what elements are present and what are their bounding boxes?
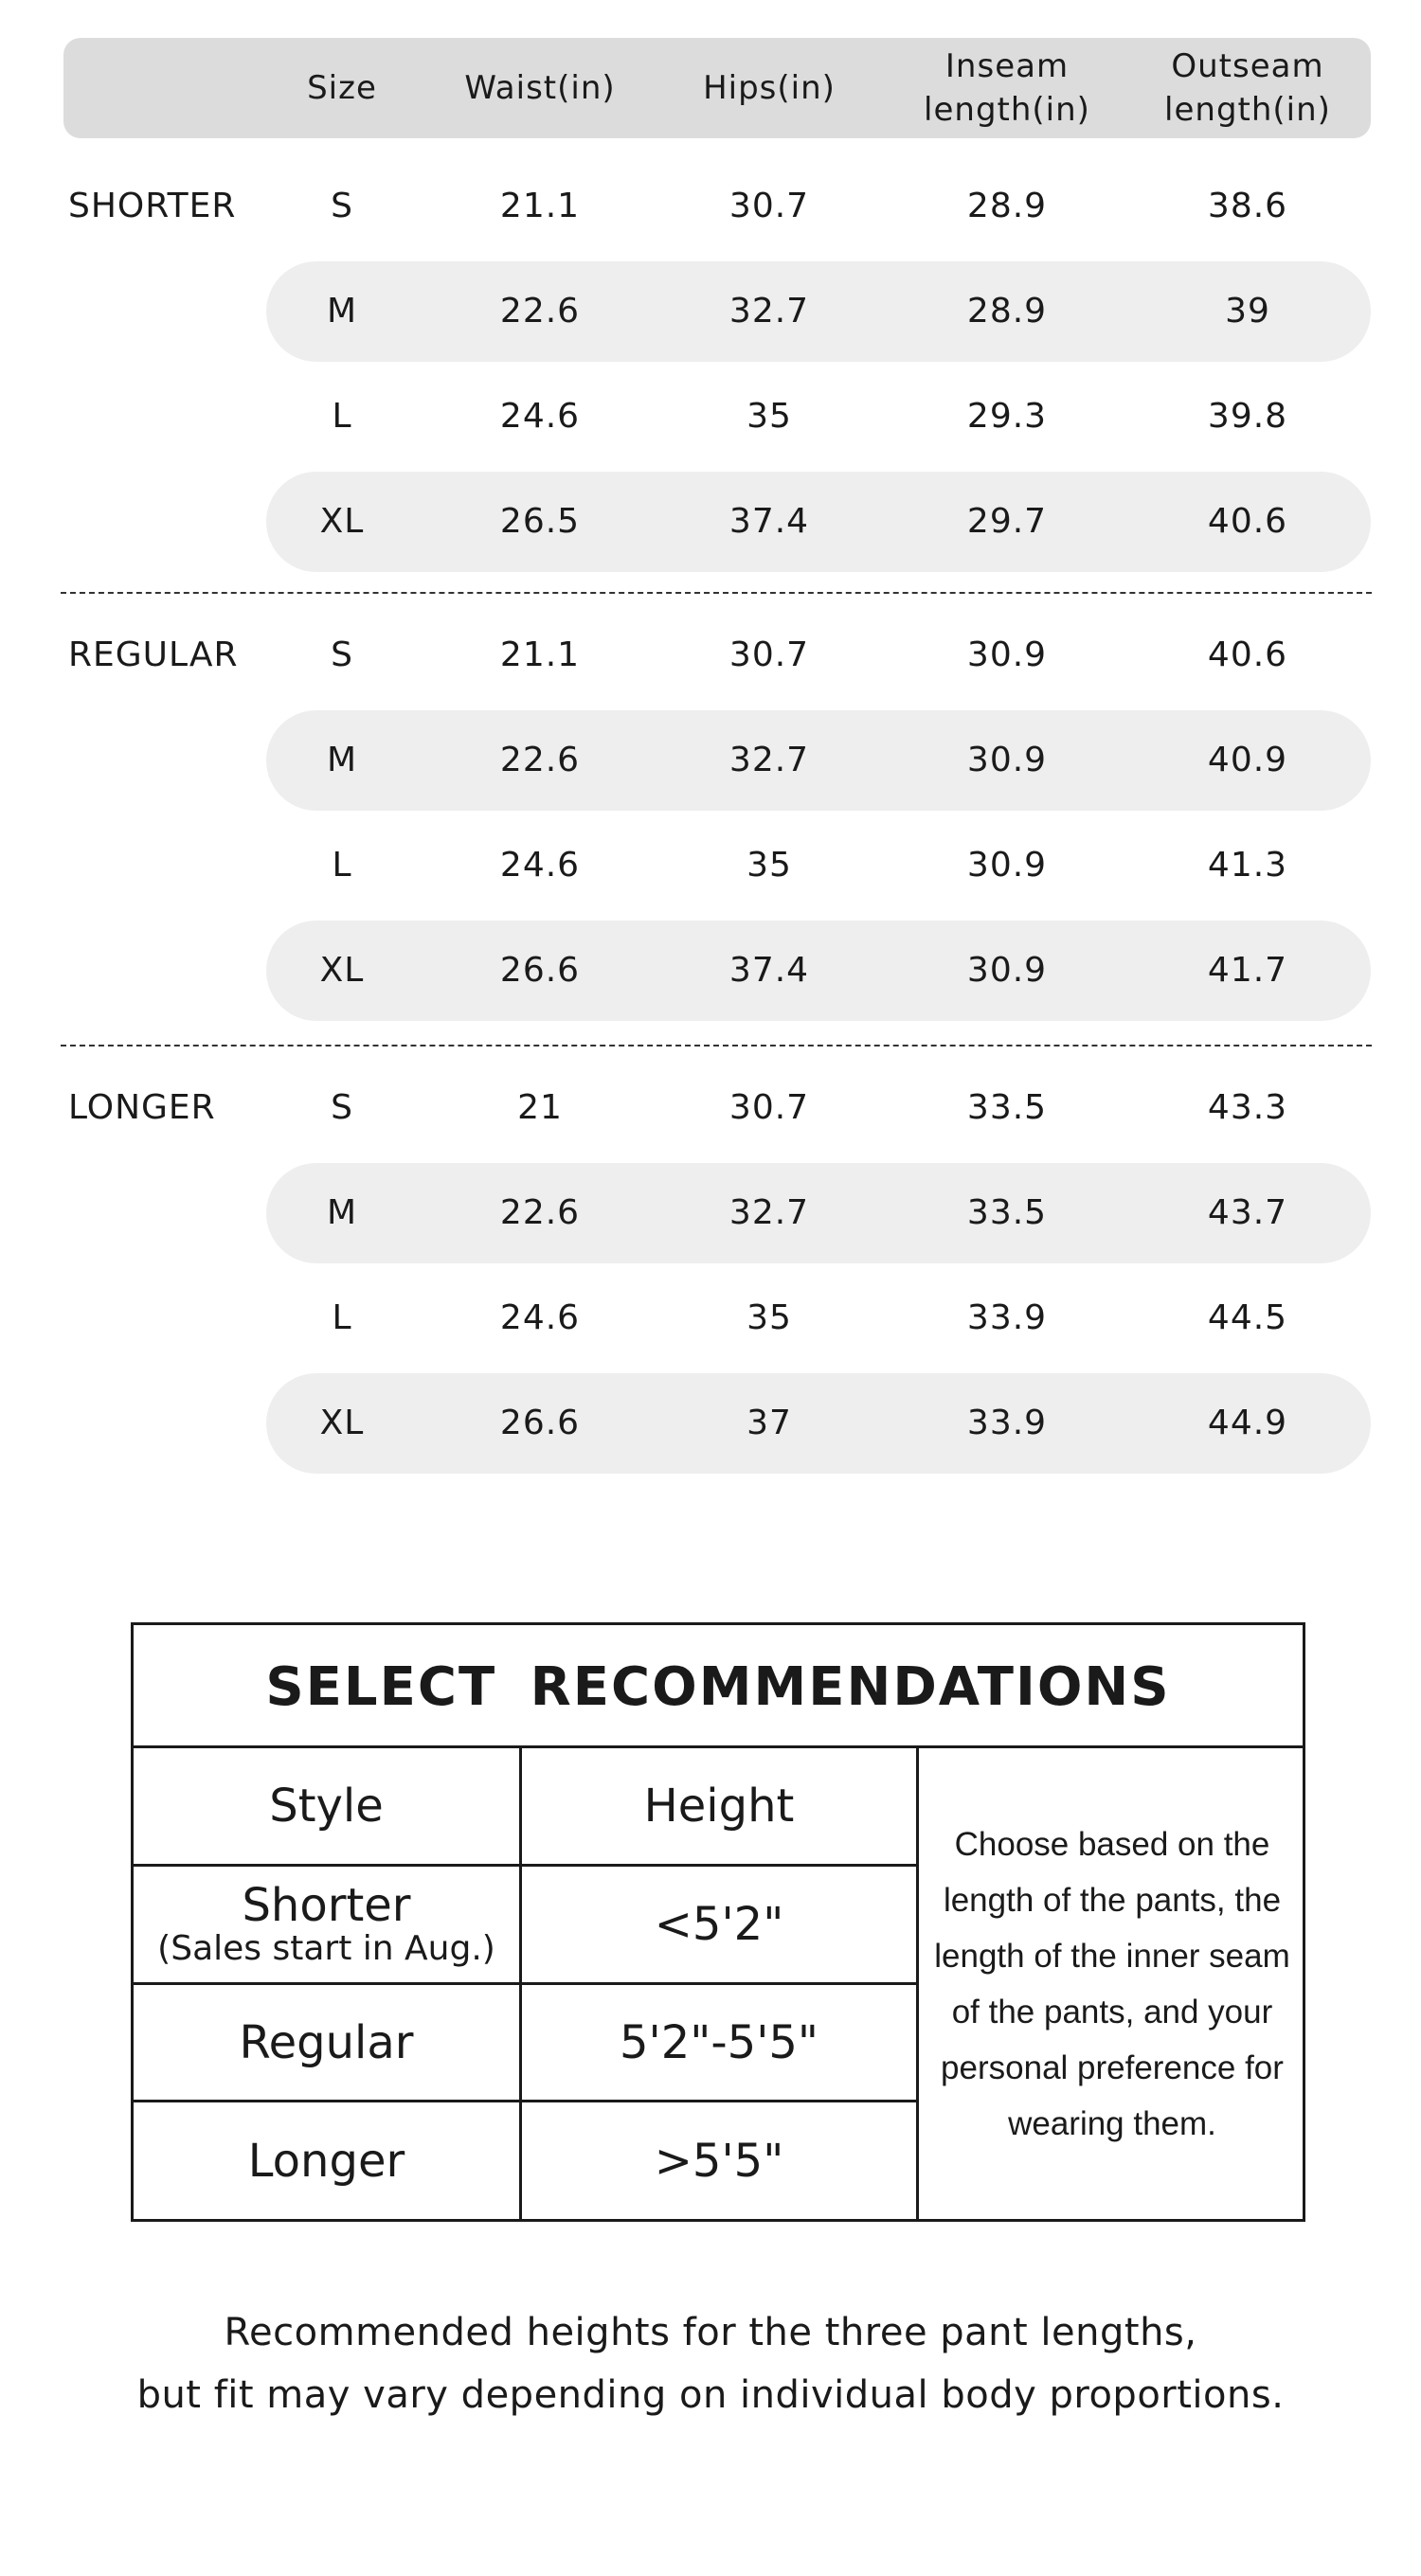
cell-longer-xl-size: XL [319, 1404, 365, 1442]
group-label-shorter: SHORTER [68, 187, 237, 225]
cell-regular-s-size: S [331, 635, 353, 674]
rec-style-regular [134, 1985, 519, 2100]
rec-height-shorter [522, 1867, 916, 1982]
cell-shorter-xl-size: XL [319, 502, 365, 541]
header-outseam: Outseam length(in) [1164, 47, 1331, 129]
group-divider-2 [61, 1045, 1372, 1046]
cell-shorter-xl-outseam: 40.6 [1207, 502, 1288, 541]
cell-longer-l-inseam: 33.9 [966, 1298, 1048, 1337]
rec-style-longer [134, 2102, 519, 2219]
cell-longer-m-size: M [326, 1193, 358, 1232]
cell-regular-m-outseam: 40.9 [1207, 741, 1288, 779]
rec-height-regular [522, 1985, 916, 2100]
cell-longer-s-waist: 21 [517, 1088, 563, 1127]
cell-regular-l-size: L [332, 846, 352, 885]
cell-longer-s-inseam: 33.5 [966, 1088, 1048, 1127]
cell-regular-s-outseam: 40.6 [1207, 635, 1288, 674]
cell-shorter-l-waist: 24.6 [499, 397, 581, 436]
cell-longer-s-hips: 30.7 [728, 1088, 810, 1127]
cell-longer-l-outseam: 44.5 [1207, 1298, 1288, 1337]
cell-shorter-m-inseam: 28.9 [966, 292, 1048, 331]
header-inseam: Inseam length(in) [924, 47, 1090, 129]
cell-shorter-xl-hips: 37.4 [728, 502, 810, 541]
cell-regular-xl-hips: 37.4 [728, 951, 810, 990]
cell-shorter-xl-inseam: 29.7 [966, 502, 1048, 541]
footer-line-1: Recommended heights for the three pant lengths, [224, 2311, 1197, 2354]
cell-shorter-l-size: L [332, 397, 352, 436]
cell-longer-xl-inseam: 33.9 [966, 1404, 1048, 1442]
cell-regular-s-waist: 21.1 [499, 635, 581, 674]
cell-shorter-s-waist: 21.1 [499, 187, 581, 225]
rec-height-shorter-value: <5'2" [654, 1898, 784, 1951]
cell-longer-m-inseam: 33.5 [966, 1193, 1048, 1232]
cell-shorter-m-hips: 32.7 [728, 292, 810, 331]
cell-shorter-xl-waist: 26.5 [499, 502, 581, 541]
cell-regular-l-hips: 35 [746, 846, 792, 885]
cell-shorter-s-hips: 30.7 [728, 187, 810, 225]
rec-style-longer-label: Longer [247, 2134, 405, 2188]
cell-regular-xl-outseam: 41.7 [1207, 951, 1288, 990]
rec-height-regular-value: 5'2"-5'5" [619, 2015, 819, 2069]
cell-shorter-s-inseam: 28.9 [966, 187, 1048, 225]
rec-header-style-text: Style [269, 1780, 384, 1833]
cell-regular-s-inseam: 30.9 [966, 635, 1048, 674]
cell-shorter-l-inseam: 29.3 [966, 397, 1048, 436]
header-hips: Hips(in) [703, 69, 836, 107]
cell-longer-xl-outseam: 44.9 [1207, 1404, 1288, 1442]
rec-style-shorter-note: (Sales start in Aug.) [157, 1929, 495, 1968]
footer-line-2: but fit may vary depending on individual body proportions. [136, 2373, 1285, 2417]
header-size: Size [307, 69, 377, 107]
rec-side-note: Choose based on the length of the pants, the length of the inner seam of the pants, and your personal preference for wearing them. [934, 1825, 1290, 2142]
group-divider-1 [61, 592, 1372, 594]
recommendations-table [131, 1622, 1305, 2222]
cell-regular-m-size: M [326, 741, 358, 779]
cell-regular-xl-waist: 26.6 [499, 951, 581, 990]
group-label-longer: LONGER [68, 1088, 216, 1127]
recommendations-title: SELECT RECOMMENDATIONS [265, 1655, 1171, 1718]
cell-longer-m-outseam: 43.7 [1207, 1193, 1288, 1232]
rec-height-longer [522, 2102, 916, 2219]
rec-header-height-text: Height [643, 1780, 795, 1833]
cell-longer-m-hips: 32.7 [728, 1193, 810, 1232]
cell-shorter-m-outseam: 39 [1225, 292, 1270, 331]
cell-longer-xl-hips: 37 [746, 1404, 792, 1442]
rec-header-style [134, 1748, 519, 1864]
cell-shorter-m-waist: 22.6 [499, 292, 581, 331]
cell-regular-m-inseam: 30.9 [966, 741, 1048, 779]
cell-longer-l-waist: 24.6 [499, 1298, 581, 1337]
cell-longer-m-waist: 22.6 [499, 1193, 581, 1232]
header-waist: Waist(in) [464, 69, 616, 107]
group-label-regular: REGULAR [68, 635, 239, 674]
cell-longer-xl-waist: 26.6 [499, 1404, 581, 1442]
cell-longer-l-hips: 35 [746, 1298, 792, 1337]
cell-shorter-l-hips: 35 [746, 397, 792, 436]
cell-longer-l-size: L [332, 1298, 352, 1337]
cell-longer-s-size: S [331, 1088, 353, 1127]
rec-style-shorter [134, 1867, 519, 1982]
cell-longer-s-outseam: 43.3 [1207, 1088, 1288, 1127]
cell-regular-l-waist: 24.6 [499, 846, 581, 885]
cell-shorter-m-size: M [326, 292, 358, 331]
rec-height-longer-value: >5'5" [654, 2134, 784, 2188]
cell-shorter-s-outseam: 38.6 [1207, 187, 1288, 225]
rec-style-regular-label: Regular [239, 2015, 414, 2069]
cell-shorter-l-outseam: 39.8 [1207, 397, 1288, 436]
rec-header-height [522, 1748, 916, 1864]
cell-regular-s-hips: 30.7 [728, 635, 810, 674]
cell-regular-m-hips: 32.7 [728, 741, 810, 779]
footer-note [0, 2301, 1421, 2426]
cell-shorter-s-size: S [331, 187, 353, 225]
cell-regular-xl-inseam: 30.9 [966, 951, 1048, 990]
rec-style-shorter-label: Shorter [242, 1879, 411, 1932]
cell-regular-l-inseam: 30.9 [966, 846, 1048, 885]
cell-regular-xl-size: XL [319, 951, 365, 990]
cell-regular-l-outseam: 41.3 [1207, 846, 1288, 885]
cell-regular-m-waist: 22.6 [499, 741, 581, 779]
